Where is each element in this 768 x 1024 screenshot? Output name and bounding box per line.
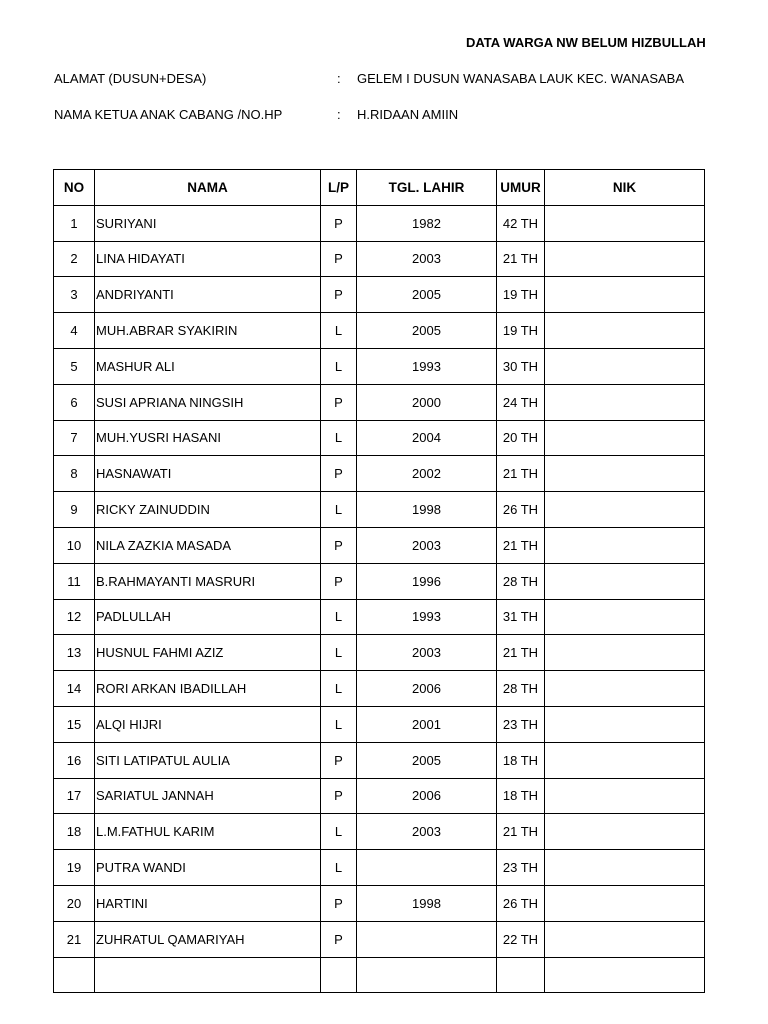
header-nik: NIK (545, 170, 705, 206)
cell-tgl-lahir: 1996 (357, 563, 497, 599)
cell-nik (545, 205, 705, 241)
cell-no: 21 (54, 921, 95, 957)
cell-no: 5 (54, 348, 95, 384)
cell-tgl-lahir: 2005 (357, 277, 497, 313)
cell-umur: 21 TH (497, 814, 545, 850)
cell-no: 2 (54, 241, 95, 277)
cell-no: 11 (54, 563, 95, 599)
table-body (54, 205, 705, 993)
cell-nik (545, 814, 705, 850)
cell-no: 19 (54, 850, 95, 886)
cell-umur: 23 TH (497, 850, 545, 886)
cell-no: 14 (54, 671, 95, 707)
cell-umur: 22 TH (497, 921, 545, 957)
cell-umur: 21 TH (497, 241, 545, 277)
cell-umur: 28 TH (497, 671, 545, 707)
cell-nik (545, 420, 705, 456)
table-row (54, 599, 705, 635)
cell-no (54, 957, 95, 993)
cell-nik (545, 313, 705, 349)
cell-umur: 26 TH (497, 492, 545, 528)
table-row (54, 850, 705, 886)
cell-lp: P (321, 742, 357, 778)
cell-tgl-lahir: 1993 (357, 599, 497, 635)
cell-umur: 21 TH (497, 456, 545, 492)
cell-nama: HASNAWATI (95, 456, 321, 492)
cell-no: 8 (54, 456, 95, 492)
cell-lp: L (321, 671, 357, 707)
cell-nik (545, 921, 705, 957)
header-no: NO (54, 170, 95, 206)
cell-lp: L (321, 313, 357, 349)
cell-lp: P (321, 921, 357, 957)
cell-umur: 42 TH (497, 205, 545, 241)
header-umur: UMUR (497, 170, 545, 206)
cell-lp: P (321, 277, 357, 313)
cell-tgl-lahir: 2003 (357, 814, 497, 850)
table-row (54, 384, 705, 420)
table-row (54, 456, 705, 492)
cell-umur: 30 TH (497, 348, 545, 384)
cell-lp: P (321, 527, 357, 563)
cell-tgl-lahir (357, 921, 497, 957)
cell-tgl-lahir: 2003 (357, 527, 497, 563)
cell-lp: L (321, 348, 357, 384)
table-row (54, 778, 705, 814)
cell-nama: HARTINI (95, 885, 321, 921)
cell-no: 20 (54, 885, 95, 921)
cell-tgl-lahir: 1998 (357, 492, 497, 528)
cell-nik (545, 885, 705, 921)
table-row (54, 241, 705, 277)
cell-lp: L (321, 492, 357, 528)
cell-lp: P (321, 778, 357, 814)
cell-nik (545, 384, 705, 420)
table-row (54, 492, 705, 528)
cell-lp: L (321, 635, 357, 671)
table-row (54, 313, 705, 349)
cell-nik (545, 850, 705, 886)
cell-no: 16 (54, 742, 95, 778)
cell-lp: L (321, 706, 357, 742)
cell-nama: L.M.FATHUL KARIM (95, 814, 321, 850)
cell-nama: NILA ZAZKIA MASADA (95, 527, 321, 563)
cell-lp: P (321, 241, 357, 277)
cell-no: 10 (54, 527, 95, 563)
cell-umur: 18 TH (497, 778, 545, 814)
cell-nik (545, 348, 705, 384)
info-value: H.RIDAAN AMIIN (357, 107, 459, 122)
table-row (54, 957, 705, 993)
cell-umur (497, 957, 545, 993)
cell-nama: LINA HIDAYATI (95, 241, 321, 277)
cell-umur: 26 TH (497, 885, 545, 921)
cell-tgl-lahir: 2005 (357, 313, 497, 349)
info-colon: : (337, 107, 341, 122)
cell-no: 9 (54, 492, 95, 528)
cell-tgl-lahir: 2001 (357, 706, 497, 742)
cell-no: 7 (54, 420, 95, 456)
cell-no: 12 (54, 599, 95, 635)
cell-lp: L (321, 420, 357, 456)
table-row (54, 742, 705, 778)
cell-nama: SURIYANI (95, 205, 321, 241)
cell-umur: 31 TH (497, 599, 545, 635)
cell-tgl-lahir: 1998 (357, 885, 497, 921)
cell-nama: MASHUR ALI (95, 348, 321, 384)
cell-tgl-lahir: 2003 (357, 241, 497, 277)
info-colon: : (337, 71, 341, 86)
cell-nik (545, 635, 705, 671)
info-label: NAMA KETUA ANAK CABANG /NO.HP (54, 107, 283, 122)
table-row (54, 348, 705, 384)
cell-nik (545, 742, 705, 778)
table-row (54, 205, 705, 241)
cell-nik (545, 957, 705, 993)
table-row (54, 706, 705, 742)
cell-nik (545, 456, 705, 492)
cell-nama: MUH.ABRAR SYAKIRIN (95, 313, 321, 349)
cell-nik (545, 563, 705, 599)
cell-tgl-lahir: 2004 (357, 420, 497, 456)
cell-tgl-lahir: 1982 (357, 205, 497, 241)
cell-lp: P (321, 563, 357, 599)
cell-nik (545, 599, 705, 635)
cell-nik (545, 492, 705, 528)
cell-no: 4 (54, 313, 95, 349)
cell-nama: HUSNUL FAHMI AZIZ (95, 635, 321, 671)
cell-lp: L (321, 814, 357, 850)
table-row (54, 814, 705, 850)
cell-no: 18 (54, 814, 95, 850)
cell-nik (545, 277, 705, 313)
cell-tgl-lahir (357, 957, 497, 993)
cell-nama: PADLULLAH (95, 599, 321, 635)
cell-umur: 21 TH (497, 635, 545, 671)
data-table (53, 169, 705, 993)
header-tgl-lahir: TGL. LAHIR (357, 170, 497, 206)
cell-umur: 23 TH (497, 706, 545, 742)
document-title: DATA WARGA NW BELUM HIZBULLAH (466, 35, 706, 50)
cell-lp: P (321, 384, 357, 420)
cell-nik (545, 778, 705, 814)
table-row (54, 671, 705, 707)
cell-nama (95, 957, 321, 993)
cell-nama: ZUHRATUL QAMARIYAH (95, 921, 321, 957)
table-row (54, 420, 705, 456)
cell-umur: 21 TH (497, 527, 545, 563)
cell-nama: RICKY ZAINUDDIN (95, 492, 321, 528)
cell-tgl-lahir: 2006 (357, 671, 497, 707)
cell-nik (545, 706, 705, 742)
cell-no: 17 (54, 778, 95, 814)
table-header-row (54, 170, 705, 206)
cell-umur: 28 TH (497, 563, 545, 599)
cell-no: 13 (54, 635, 95, 671)
cell-no: 3 (54, 277, 95, 313)
cell-nama: SITI LATIPATUL AULIA (95, 742, 321, 778)
cell-nama: PUTRA WANDI (95, 850, 321, 886)
cell-nama: MUH.YUSRI HASANI (95, 420, 321, 456)
cell-lp: P (321, 456, 357, 492)
cell-tgl-lahir (357, 850, 497, 886)
cell-no: 15 (54, 706, 95, 742)
info-label: ALAMAT (DUSUN+DESA) (54, 71, 207, 86)
cell-nama: B.RAHMAYANTI MASRURI (95, 563, 321, 599)
cell-umur: 19 TH (497, 313, 545, 349)
header-lp: L/P (321, 170, 357, 206)
cell-tgl-lahir: 1993 (357, 348, 497, 384)
cell-lp: L (321, 850, 357, 886)
table-row (54, 277, 705, 313)
cell-lp: L (321, 599, 357, 635)
cell-nama: ANDRIYANTI (95, 277, 321, 313)
cell-nama: SUSI APRIANA NINGSIH (95, 384, 321, 420)
cell-tgl-lahir: 2006 (357, 778, 497, 814)
cell-umur: 18 TH (497, 742, 545, 778)
cell-tgl-lahir: 2002 (357, 456, 497, 492)
cell-nama: RORI ARKAN IBADILLAH (95, 671, 321, 707)
cell-nama: SARIATUL JANNAH (95, 778, 321, 814)
cell-no: 1 (54, 205, 95, 241)
cell-tgl-lahir: 2003 (357, 635, 497, 671)
cell-nik (545, 527, 705, 563)
cell-lp: P (321, 885, 357, 921)
table-row (54, 527, 705, 563)
cell-umur: 24 TH (497, 384, 545, 420)
cell-nama: ALQI HIJRI (95, 706, 321, 742)
cell-no: 6 (54, 384, 95, 420)
cell-umur: 20 TH (497, 420, 545, 456)
cell-tgl-lahir: 2000 (357, 384, 497, 420)
cell-tgl-lahir: 2005 (357, 742, 497, 778)
table-row (54, 563, 705, 599)
info-value: GELEM I DUSUN WANASABA LAUK KEC. WANASABA (357, 71, 685, 86)
table-row (54, 885, 705, 921)
cell-lp: P (321, 205, 357, 241)
table-row (54, 921, 705, 957)
cell-nik (545, 671, 705, 707)
cell-lp (321, 957, 357, 993)
cell-umur: 19 TH (497, 277, 545, 313)
cell-nik (545, 241, 705, 277)
table-row (54, 635, 705, 671)
header-nama: NAMA (95, 170, 321, 206)
